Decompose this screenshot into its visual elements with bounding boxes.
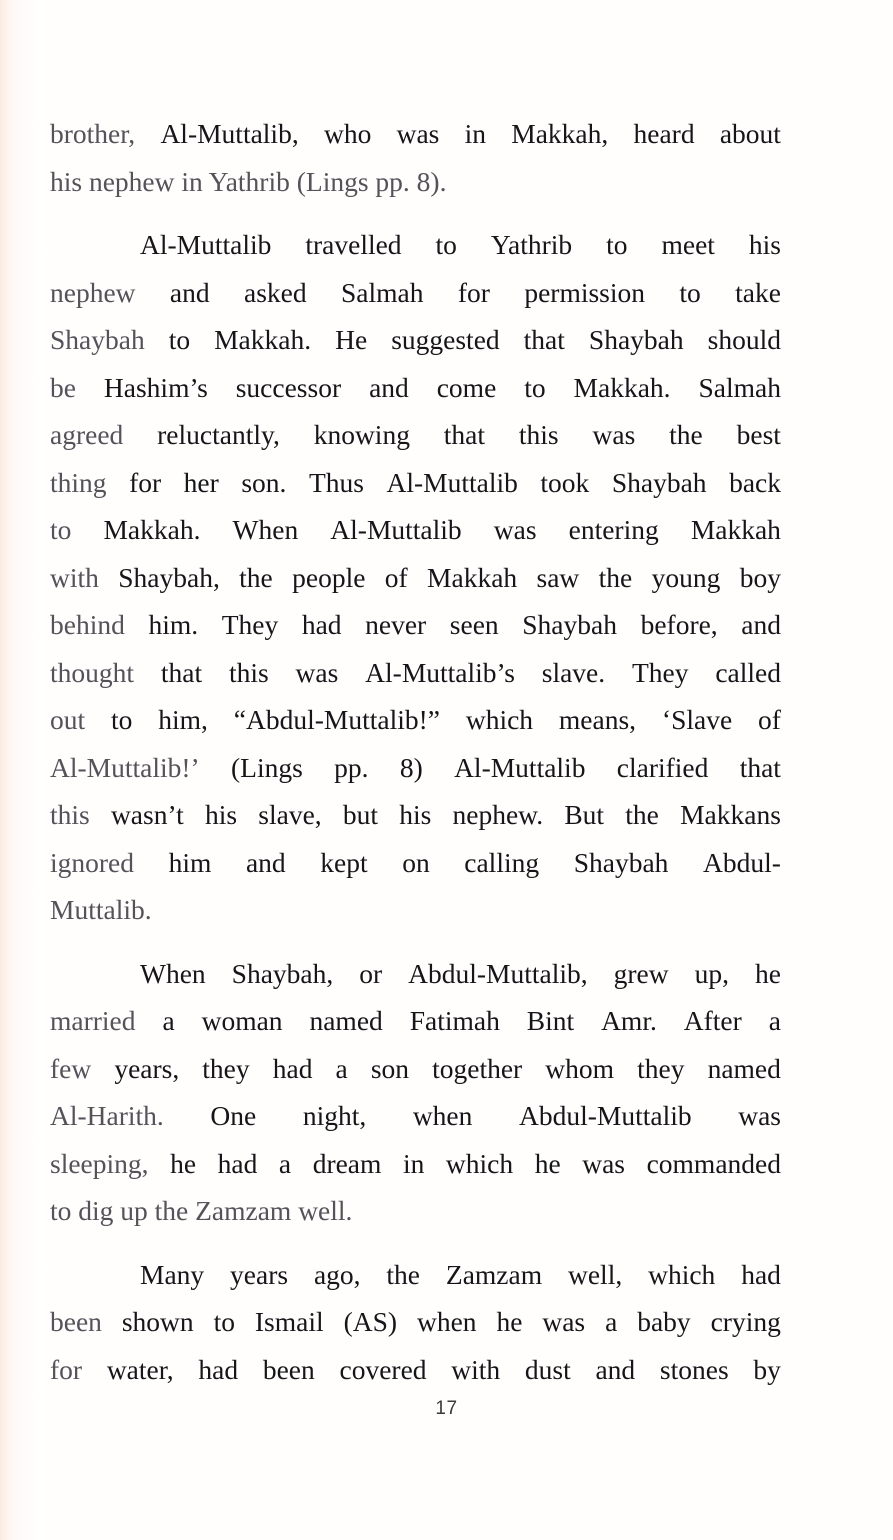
word: had: [198, 1353, 239, 1385]
text-line: [50, 221, 781, 269]
word: the: [239, 561, 273, 593]
word: Al-Muttalib: [140, 229, 272, 260]
word: he: [534, 1147, 561, 1179]
word: Fatimah: [409, 1005, 500, 1036]
text-line: [50, 1140, 781, 1188]
word: be: [50, 371, 76, 403]
word: together: [432, 1052, 523, 1084]
word: Makkans: [680, 799, 781, 830]
word: called: [715, 656, 781, 688]
word: Yathrib: [490, 229, 573, 260]
word: reluctantly,: [157, 419, 280, 450]
word: the: [386, 1258, 421, 1290]
word: heard: [633, 118, 695, 149]
word: years: [230, 1258, 289, 1290]
word: been: [262, 1353, 315, 1385]
word: and: [245, 846, 286, 878]
word: was: [738, 1100, 781, 1131]
word: water,: [106, 1353, 174, 1385]
word: entering: [568, 514, 659, 545]
word: best: [736, 419, 781, 450]
word: One: [210, 1100, 257, 1131]
word: took: [540, 466, 590, 498]
word: to: [168, 324, 191, 355]
page-gutter-shadow: [0, 0, 44, 1540]
text-line: [50, 950, 781, 998]
word: and: [595, 1353, 636, 1385]
word: named: [309, 1005, 383, 1036]
word: before,: [640, 609, 718, 640]
word: to: [606, 229, 628, 260]
word: 8): [399, 751, 423, 783]
word: years,: [114, 1052, 180, 1084]
word: his: [204, 799, 238, 830]
word: brother,: [50, 118, 136, 149]
word: calling: [464, 846, 540, 878]
word: to: [213, 1306, 235, 1337]
word: to: [111, 704, 133, 735]
word: ignored: [50, 846, 135, 878]
word: should: [707, 324, 781, 355]
word: or: [359, 957, 383, 989]
word: behind: [50, 609, 125, 640]
word: thing: [50, 466, 107, 498]
word: meet: [661, 229, 715, 260]
word: this: [228, 656, 269, 688]
word: take: [735, 276, 781, 308]
word: permission: [524, 276, 646, 308]
word: that: [739, 751, 781, 783]
word: slave,: [258, 799, 322, 830]
word: well,: [567, 1258, 623, 1290]
word: shown: [121, 1306, 194, 1337]
word: but: [342, 799, 378, 830]
word: When: [140, 957, 206, 989]
word: Makkah.: [214, 324, 312, 355]
word: dust: [524, 1353, 571, 1385]
page-number: 17: [435, 1398, 458, 1419]
word: for: [129, 466, 162, 498]
word: Makkah,: [511, 118, 609, 149]
word: Shaybah: [50, 324, 145, 355]
word: back: [729, 466, 781, 498]
text-line: [50, 839, 781, 887]
word: nephew: [50, 276, 136, 308]
word: to dig up the Zamzam well.: [50, 1195, 353, 1226]
word: Al-Muttalib: [454, 751, 586, 783]
word: saw: [536, 561, 580, 593]
page-gutter-edge: [0, 0, 10, 1540]
word: travelled: [305, 229, 402, 260]
word: that: [160, 656, 203, 688]
text-line: [50, 1187, 781, 1235]
page-text-block: [50, 110, 781, 1405]
text-line: [50, 791, 781, 839]
word: Thus: [308, 466, 364, 498]
word: Abdul-Muttalib: [518, 1100, 692, 1131]
word: “Abdul-Muttalib!”: [233, 704, 440, 735]
word: commanded: [646, 1147, 781, 1179]
word: dream: [312, 1147, 382, 1179]
word: Amr.: [601, 1005, 657, 1036]
text-line: [50, 316, 781, 364]
text-line: [50, 364, 781, 412]
word: Hashim’s: [103, 371, 208, 403]
word: Al-Muttalib: [386, 466, 518, 498]
word: he: [754, 957, 781, 989]
word: Ismail: [254, 1306, 324, 1337]
word: stones: [659, 1353, 729, 1385]
word: was: [493, 514, 537, 545]
word: son.: [241, 466, 287, 498]
word: and: [369, 371, 409, 403]
word: when: [412, 1100, 473, 1131]
word: of: [384, 561, 408, 593]
word: woman: [201, 1005, 283, 1036]
word: Al-Muttalib: [330, 514, 462, 545]
word: the: [669, 419, 703, 450]
word: seen: [449, 609, 499, 640]
word: the: [625, 799, 659, 830]
text-line: [50, 1092, 781, 1140]
word: He: [335, 324, 368, 355]
word: this: [518, 419, 559, 450]
word: to: [50, 514, 72, 545]
word: to: [435, 229, 457, 260]
word: people: [292, 561, 366, 593]
word: by: [753, 1353, 781, 1385]
word: ago,: [313, 1258, 361, 1290]
word: to: [524, 371, 546, 403]
word: never: [365, 609, 427, 640]
word: named: [707, 1052, 781, 1084]
paragraph-many-years-ago: [50, 1251, 781, 1394]
text-line: [50, 601, 781, 649]
word: Abdul-Muttalib,: [408, 957, 588, 989]
word: his: [748, 229, 781, 260]
word: Shaybah,: [118, 561, 220, 593]
word: Salmah: [341, 276, 424, 308]
text-line: [50, 997, 781, 1045]
word: boy: [739, 561, 781, 593]
text-line: [50, 1298, 781, 1346]
word: But: [564, 799, 605, 830]
word: was: [295, 656, 339, 688]
word: with: [50, 561, 99, 593]
text-line: [50, 554, 781, 602]
word: Makkah: [427, 561, 518, 593]
word: nephew.: [452, 799, 544, 830]
paragraph-al-muttalib-travelled: [50, 221, 781, 934]
text-line: [50, 411, 781, 459]
word: Shaybah: [573, 846, 669, 878]
word: was: [542, 1306, 586, 1337]
word: Al-Harith.: [50, 1100, 164, 1131]
word: Abdul-: [702, 846, 781, 878]
word: and: [169, 276, 210, 308]
word: which: [648, 1258, 716, 1290]
word: on: [402, 846, 430, 878]
word: asked: [244, 276, 307, 308]
paragraph-continuation: [50, 110, 781, 205]
word: with: [451, 1353, 501, 1385]
text-line: [50, 158, 781, 206]
word: Al-Muttalib’s: [365, 656, 515, 688]
text-line: [50, 506, 781, 554]
word: they: [202, 1052, 250, 1084]
word: had: [217, 1147, 258, 1179]
word: was: [592, 419, 636, 450]
word: him: [168, 846, 212, 878]
word: Zamzam: [445, 1258, 543, 1290]
word: (AS): [343, 1306, 398, 1337]
word: he: [170, 1147, 197, 1179]
word: and: [741, 609, 781, 640]
word: Salmah: [698, 371, 781, 403]
word: son: [370, 1052, 410, 1084]
text-line: [50, 1251, 781, 1299]
word: this: [50, 799, 90, 830]
word: kept: [320, 846, 368, 878]
text-line: [50, 886, 781, 934]
word: come: [436, 371, 497, 403]
word: in: [464, 118, 486, 149]
word: clarified: [616, 751, 709, 783]
word: They: [631, 656, 689, 688]
word: he: [496, 1306, 523, 1337]
word: agreed: [50, 419, 124, 450]
word: Shaybah: [611, 466, 707, 498]
text-line: [50, 110, 781, 158]
text-line: [50, 744, 781, 792]
word: to: [679, 276, 701, 308]
word: had: [272, 1052, 313, 1084]
word: a: [605, 1306, 618, 1337]
word: ‘Slave: [661, 704, 733, 735]
word: Bint: [526, 1005, 575, 1036]
text-line: [50, 649, 781, 697]
word: They: [221, 609, 279, 640]
word: in: [402, 1147, 425, 1179]
word: means,: [558, 704, 637, 735]
word: few: [50, 1052, 92, 1084]
word: young: [651, 561, 721, 593]
word: a: [162, 1005, 175, 1036]
text-line: [50, 1346, 781, 1394]
word: When: [232, 514, 299, 545]
word: had: [741, 1258, 781, 1290]
word: After: [683, 1005, 742, 1036]
word: slave.: [541, 656, 606, 688]
word: successor: [235, 371, 342, 403]
word: Makkah.: [103, 514, 201, 545]
word: Muttalib.: [50, 894, 152, 925]
word: Makkah.: [573, 371, 671, 403]
word: a: [278, 1147, 292, 1179]
word: grew: [613, 957, 669, 989]
word: out: [50, 704, 86, 735]
word: a: [768, 1005, 781, 1036]
word: her: [183, 466, 219, 498]
word: (Lings: [231, 751, 303, 783]
word: Many: [140, 1258, 205, 1290]
word: they: [637, 1052, 685, 1084]
word: of: [758, 704, 781, 735]
word: suggested: [391, 324, 500, 355]
word: the: [598, 561, 633, 593]
word: him.: [148, 609, 199, 640]
word: married: [50, 1005, 136, 1036]
paragraph-when-shaybah-grew-up: [50, 950, 781, 1235]
word: Shaybah: [522, 609, 617, 640]
word: him,: [158, 704, 208, 735]
word: up,: [694, 957, 729, 989]
word: whom: [545, 1052, 615, 1084]
word: baby: [637, 1306, 691, 1337]
word: his: [399, 799, 432, 830]
word: Shaybah: [588, 324, 684, 355]
word: Shaybah,: [231, 957, 334, 989]
word: a: [335, 1052, 348, 1084]
text-line: [50, 1045, 781, 1093]
word: knowing: [313, 419, 410, 450]
word: Makkah: [690, 514, 781, 545]
word: been: [50, 1306, 102, 1337]
word: sleeping,: [50, 1147, 149, 1179]
word: crying: [710, 1306, 781, 1337]
word: had: [301, 609, 342, 640]
word: that: [443, 419, 486, 450]
word: when: [416, 1306, 477, 1337]
word: was: [582, 1147, 626, 1179]
word: thought: [50, 656, 135, 688]
word: who: [323, 118, 372, 149]
word: covered: [339, 1353, 427, 1385]
text-line: [50, 459, 781, 507]
word: was: [396, 118, 440, 149]
word: pp.: [334, 751, 369, 783]
word: which: [445, 1147, 514, 1179]
word: Al-Muttalib!’: [50, 751, 200, 783]
word: his nephew in Yathrib (Lings pp. 8).: [50, 165, 447, 197]
text-line: [50, 269, 781, 317]
word: wasn’t: [110, 799, 184, 830]
word: that: [523, 324, 565, 355]
word: which: [465, 704, 534, 735]
text-line: [50, 696, 781, 744]
word: about: [719, 118, 781, 149]
word: night,: [302, 1100, 367, 1131]
word: Al-Muttalib,: [160, 118, 299, 149]
word: for: [50, 1353, 83, 1385]
word: for: [457, 276, 490, 308]
